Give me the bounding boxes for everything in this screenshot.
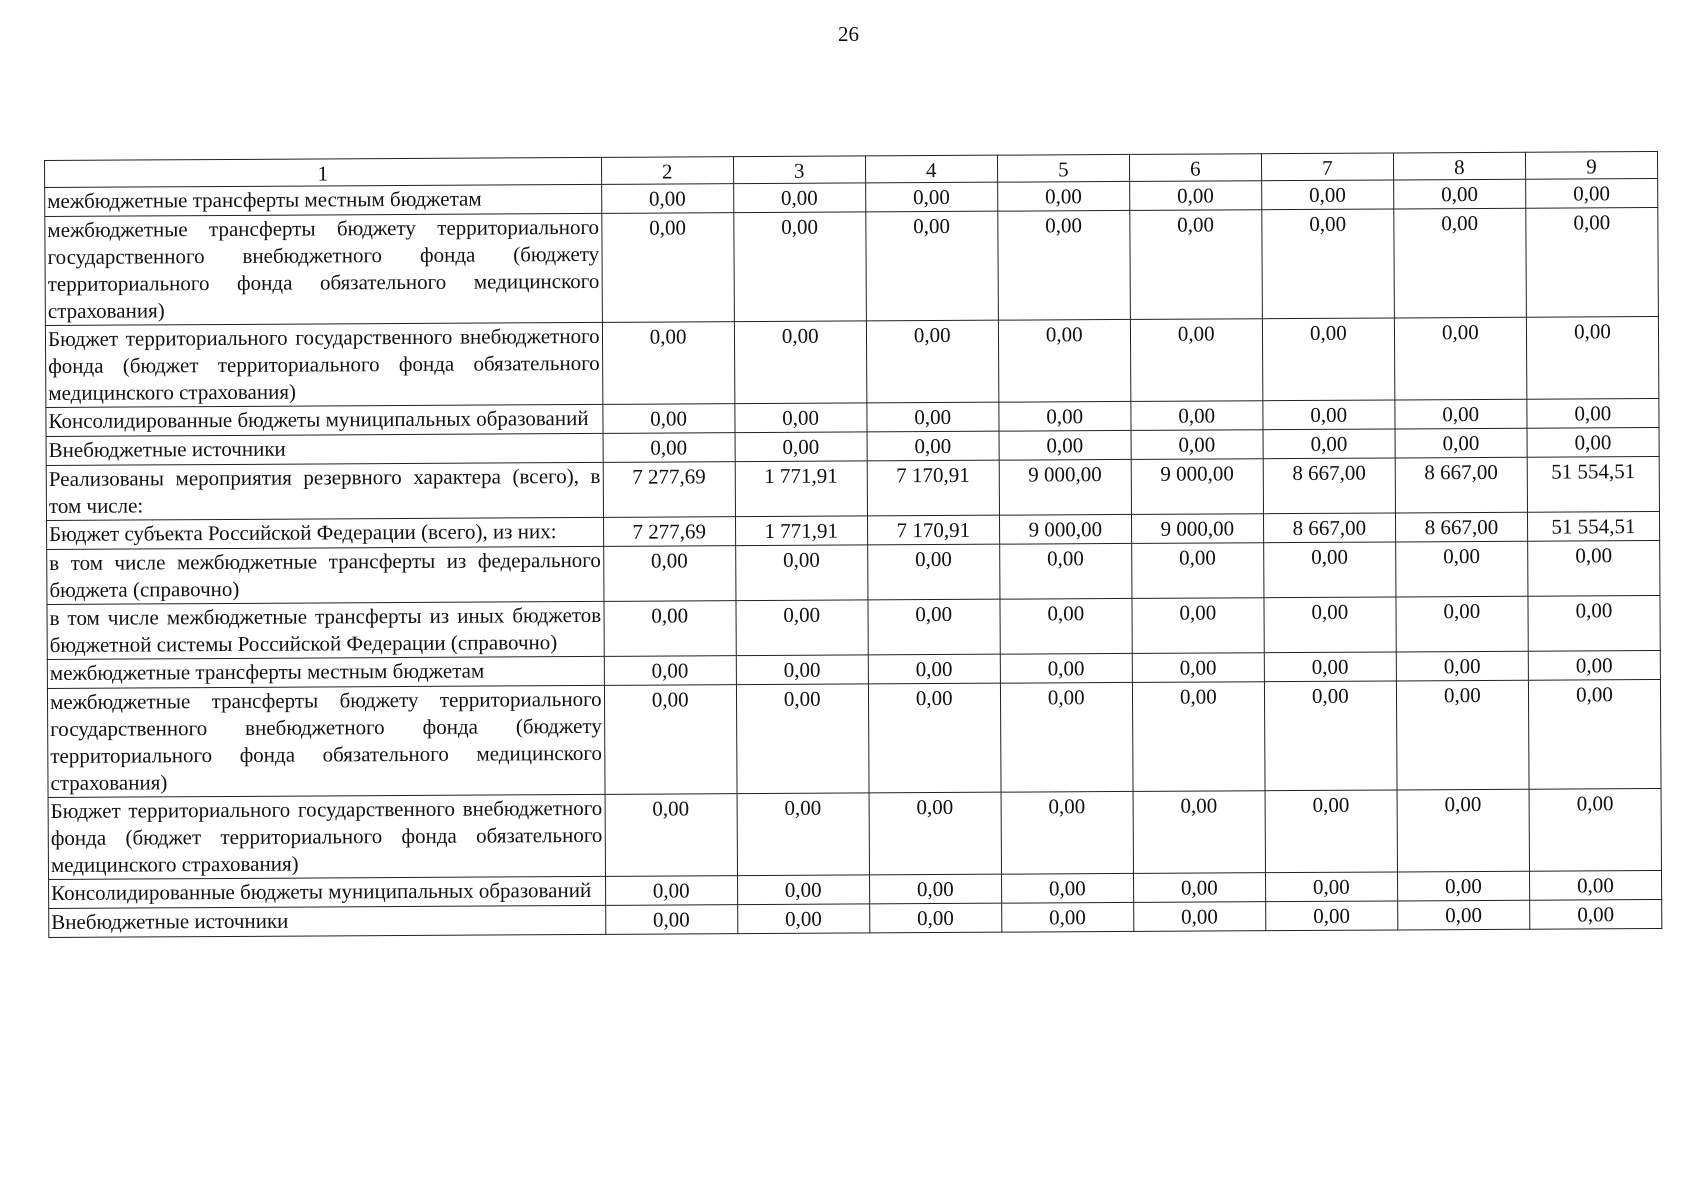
value-cell: 8 667,00 — [1395, 457, 1527, 513]
value-cell: 8 667,00 — [1395, 512, 1527, 542]
row-label: Реализованы мероприятия резервного характера (всего), в том числе: — [46, 462, 603, 520]
value-cell: 0,00 — [868, 683, 1001, 793]
table-row — [45, 316, 1658, 407]
value-cell: 0,00 — [1527, 398, 1659, 428]
value-cell: 0,00 — [1262, 318, 1394, 401]
value-cell: 0,00 — [1129, 181, 1261, 211]
table-row — [45, 207, 1659, 325]
page-number: 26 — [838, 22, 859, 46]
value-cell: 0,00 — [1395, 428, 1527, 458]
value-cell: 51 554,51 — [1527, 511, 1659, 541]
value-cell: 0,00 — [1001, 791, 1133, 874]
column-header: 4 — [865, 155, 997, 183]
value-cell: 0,00 — [602, 404, 734, 434]
value-cell: 0,00 — [1000, 598, 1132, 654]
value-cell: 0,00 — [736, 684, 869, 794]
value-cell: 0,00 — [1131, 543, 1263, 599]
value-cell: 0,00 — [1000, 653, 1132, 683]
value-cell: 0,00 — [736, 600, 868, 656]
value-cell: 0,00 — [603, 546, 735, 602]
column-header: 1 — [45, 157, 602, 187]
value-cell: 0,00 — [601, 213, 734, 323]
value-cell: 0,00 — [869, 903, 1001, 933]
value-cell: 0,00 — [1265, 901, 1397, 931]
value-cell: 0,00 — [999, 543, 1131, 599]
value-cell: 0,00 — [1133, 791, 1265, 874]
table-row — [46, 456, 1659, 520]
value-cell: 0,00 — [1132, 682, 1265, 792]
row-label: Внебюджетные источники — [46, 433, 603, 465]
table-row — [47, 679, 1661, 797]
value-cell: 0,00 — [1263, 400, 1395, 430]
value-cell: 0,00 — [602, 322, 734, 405]
value-cell: 0,00 — [604, 656, 736, 686]
value-cell: 0,00 — [605, 905, 737, 935]
column-header: 3 — [733, 156, 865, 184]
row-label: межбюджетные трансферты местным бюджетам — [45, 184, 602, 216]
value-cell: 0,00 — [1394, 317, 1526, 400]
value-cell: 9 000,00 — [999, 459, 1131, 515]
value-cell: 0,00 — [998, 210, 1131, 320]
value-cell: 0,00 — [1396, 651, 1528, 681]
value-cell: 0,00 — [735, 432, 867, 462]
value-cell: 0,00 — [736, 655, 868, 685]
value-cell: 0,00 — [601, 184, 733, 214]
row-label: в том числе межбюджетные трансферты из иных бюджетов бюджетной системы Российской Федерации (справочно) — [47, 601, 604, 659]
value-cell: 8 667,00 — [1263, 513, 1395, 543]
value-cell: 0,00 — [1262, 209, 1395, 319]
value-cell: 0,00 — [867, 402, 999, 432]
row-label: Бюджет территориального государственного внебюджетного фонда (бюджет территориального фонда обязательного медицинского страхования) — [48, 794, 605, 879]
value-cell: 9 000,00 — [1131, 459, 1263, 515]
value-cell: 7 277,69 — [603, 517, 735, 547]
value-cell: 0,00 — [1396, 596, 1528, 652]
value-cell: 0,00 — [1001, 902, 1133, 932]
value-cell: 0,00 — [1393, 179, 1525, 209]
value-cell: 0,00 — [868, 599, 1000, 655]
value-cell: 0,00 — [1397, 900, 1529, 930]
value-cell: 0,00 — [1264, 652, 1396, 682]
value-cell: 0,00 — [1528, 650, 1660, 680]
column-header: 9 — [1525, 151, 1657, 179]
value-cell: 0,00 — [605, 876, 737, 906]
table-row — [47, 540, 1660, 604]
value-cell: 0,00 — [1529, 870, 1661, 900]
value-cell: 0,00 — [605, 794, 737, 877]
value-cell: 0,00 — [604, 685, 737, 795]
row-label: Консолидированные бюджеты муниципальных образований — [49, 876, 606, 908]
value-cell: 0,00 — [1525, 178, 1657, 208]
value-cell: 0,00 — [1133, 873, 1265, 903]
value-cell: 0,00 — [737, 793, 869, 876]
value-cell: 0,00 — [733, 183, 865, 213]
value-cell: 0,00 — [733, 212, 866, 322]
value-cell: 0,00 — [865, 211, 998, 321]
value-cell: 0,00 — [1265, 872, 1397, 902]
row-label: Внебюджетные источники — [49, 905, 606, 937]
value-cell: 0,00 — [869, 874, 1001, 904]
value-cell: 0,00 — [603, 433, 735, 463]
value-cell: 7 277,69 — [603, 462, 735, 518]
value-cell: 0,00 — [1132, 598, 1264, 654]
value-cell: 0,00 — [1264, 597, 1396, 653]
row-label: Консолидированные бюджеты муниципальных образований — [46, 404, 603, 436]
value-cell: 0,00 — [1526, 316, 1659, 399]
value-cell: 9 000,00 — [1131, 514, 1263, 544]
value-cell: 0,00 — [1263, 429, 1395, 459]
value-cell: 0,00 — [1397, 871, 1529, 901]
value-cell: 0,00 — [1395, 541, 1527, 597]
value-cell: 0,00 — [604, 601, 736, 657]
value-cell: 0,00 — [1130, 319, 1262, 402]
column-header: 8 — [1393, 152, 1525, 180]
value-cell: 0,00 — [868, 654, 1000, 684]
row-label: межбюджетные трансферты бюджету территориального государственного внебюджетного фонда (бюджету территориального фонда обязательного медицинского страхования) — [47, 685, 604, 797]
value-cell: 0,00 — [865, 182, 997, 212]
value-cell: 0,00 — [737, 904, 869, 934]
value-cell: 7 170,91 — [867, 515, 999, 545]
budget-table — [44, 151, 1662, 938]
value-cell: 0,00 — [1131, 401, 1263, 431]
value-cell: 0,00 — [867, 431, 999, 461]
value-cell: 0,00 — [1265, 790, 1397, 873]
value-cell: 0,00 — [998, 319, 1130, 402]
value-cell: 0,00 — [1131, 430, 1263, 460]
value-cell: 0,00 — [1001, 873, 1133, 903]
value-cell: 51 554,51 — [1527, 456, 1659, 512]
value-cell: 0,00 — [734, 321, 866, 404]
value-cell: 0,00 — [1000, 682, 1133, 792]
value-cell: 0,00 — [1133, 902, 1265, 932]
value-cell: 9 000,00 — [999, 514, 1131, 544]
value-cell: 0,00 — [1264, 681, 1397, 791]
value-cell: 0,00 — [999, 430, 1131, 460]
value-cell: 0,00 — [737, 875, 869, 905]
value-cell: 0,00 — [1527, 540, 1659, 596]
value-cell: 0,00 — [1263, 542, 1395, 598]
row-label: межбюджетные трансферты бюджету территориального государственного внебюджетного фонда (бюджету территориального фонда обязательного медицинского страхования) — [45, 213, 602, 325]
value-cell: 0,00 — [1527, 427, 1659, 457]
value-cell: 0,00 — [1130, 210, 1263, 320]
value-cell: 0,00 — [869, 792, 1001, 875]
table-row — [47, 595, 1660, 659]
value-cell: 0,00 — [1394, 208, 1527, 318]
value-cell: 0,00 — [997, 181, 1129, 211]
value-cell: 0,00 — [1395, 399, 1527, 429]
row-label: межбюджетные трансферты местным бюджетам — [47, 656, 604, 688]
column-header: 6 — [1129, 154, 1261, 182]
value-cell: 0,00 — [1530, 899, 1662, 929]
value-cell: 7 170,91 — [867, 460, 999, 516]
value-cell: 0,00 — [867, 544, 999, 600]
value-cell: 0,00 — [1529, 788, 1662, 871]
row-label: в том числе межбюджетные трансферты из федерального бюджета (справочно) — [47, 546, 604, 604]
value-cell: 1 771,91 — [735, 516, 867, 546]
column-header: 7 — [1261, 153, 1393, 181]
value-cell: 0,00 — [1526, 207, 1659, 317]
value-cell: 0,00 — [735, 545, 867, 601]
value-cell: 0,00 — [1397, 789, 1529, 872]
row-label: Бюджет территориального государственного внебюджетного фонда (бюджет территориального фонда обязательного медицинского страхования) — [45, 322, 602, 407]
value-cell: 0,00 — [866, 320, 998, 403]
column-header: 2 — [601, 157, 733, 185]
column-header: 5 — [997, 154, 1129, 182]
value-cell: 1 771,91 — [735, 461, 867, 517]
value-cell: 8 667,00 — [1263, 458, 1395, 514]
value-cell: 0,00 — [1132, 653, 1264, 683]
table-row — [48, 788, 1661, 879]
value-cell: 0,00 — [1396, 680, 1529, 790]
value-cell: 0,00 — [1528, 679, 1661, 789]
row-label: Бюджет субъекта Российской Федерации (всего), из них: — [47, 517, 604, 549]
value-cell: 0,00 — [1261, 180, 1393, 210]
value-cell: 0,00 — [1528, 595, 1660, 651]
table-body — [45, 178, 1662, 937]
value-cell: 0,00 — [999, 401, 1131, 431]
value-cell: 0,00 — [735, 403, 867, 433]
budget-table-wrapper — [44, 151, 1662, 938]
